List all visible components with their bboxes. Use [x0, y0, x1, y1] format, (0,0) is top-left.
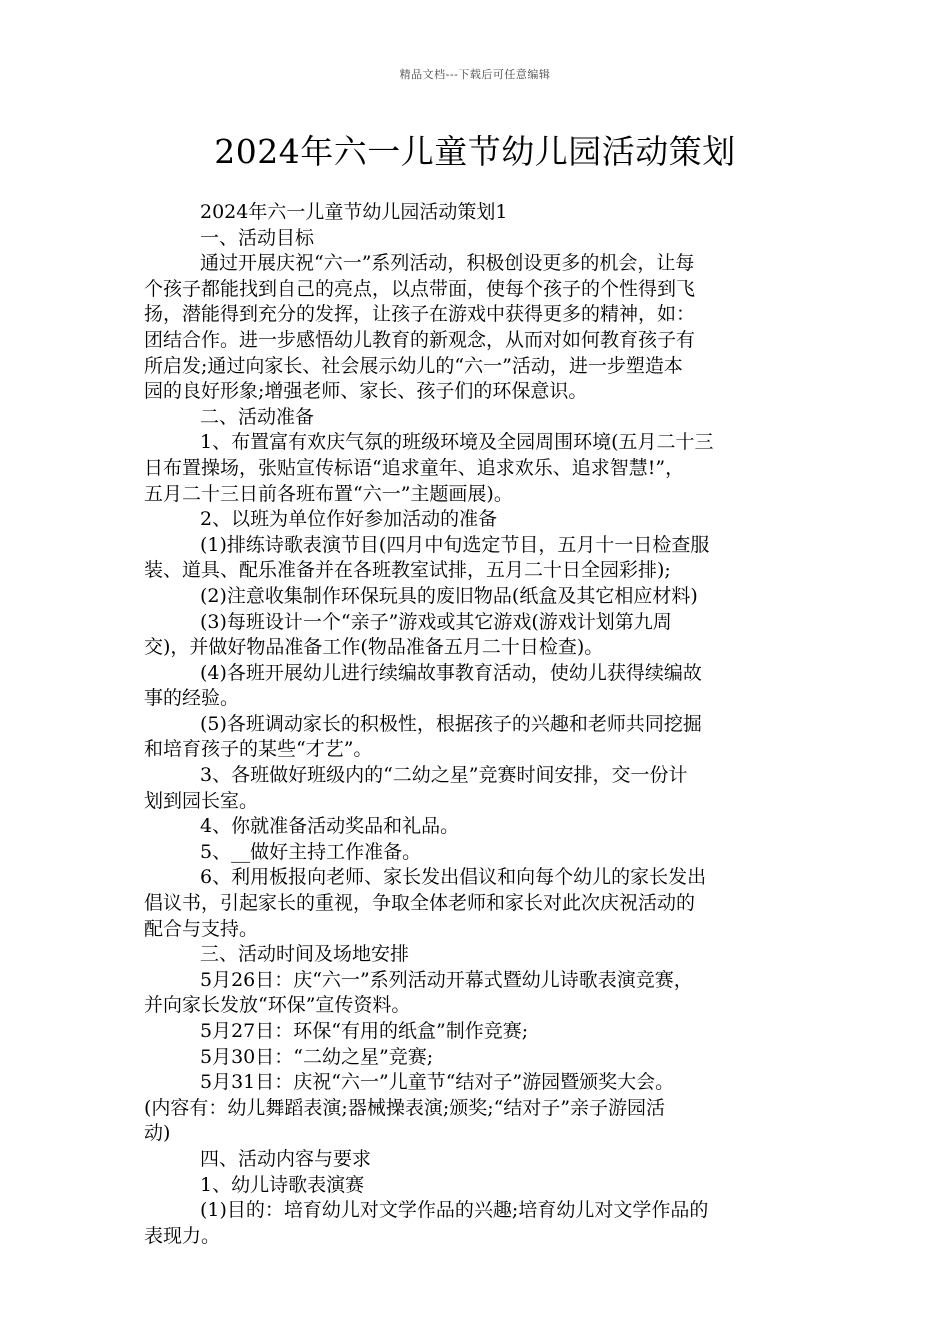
body-line: 园的良好形象;增强老师、家长、孩子们的环保意识。	[144, 380, 588, 403]
header-note: 精品文档---下载后可任意编辑	[399, 68, 551, 81]
body-line: 装、道具、配乐准备并在各班教室试排，五月二十日全园彩排);	[144, 559, 671, 582]
body-line: 5、__做好主持工作准备。	[200, 840, 422, 863]
body-line: 6、利用板报向老师、家长发出倡议和向每个幼儿的家长发出	[200, 866, 707, 889]
body-line: 2、以班为单位作好参加活动的准备	[200, 508, 498, 531]
body-line: 1、布置富有欢庆气氛的班级环境及全园周围环境(五月二十三	[200, 431, 714, 454]
body-line: 5月31日：庆祝“六一”儿童节“结对子”游园暨颁奖大会。	[200, 1071, 675, 1094]
body-line: 5月30日：“二幼之星”竞赛;	[200, 1045, 434, 1068]
body-line: 三、活动时间及场地安排	[200, 943, 410, 966]
body-line: 划到园长室。	[144, 789, 259, 812]
body-line: 配合与支持。	[144, 917, 259, 940]
body-line: 扬，潜能得到充分的发挥，让孩子在游戏中获得更多的精神，如：	[144, 303, 696, 326]
body-line: 4、你就准备活动奖品和礼品。	[200, 815, 460, 838]
body-line: 表现力。	[144, 1224, 221, 1247]
body-line: (5)各班调动家长的积极性，根据孩子的兴趣和老师共同挖掘	[200, 712, 702, 735]
body-line: 团结合作。进一步感悟幼儿教育的新观念，从而对如何教育孩子有	[144, 328, 696, 351]
body-line: 动)	[144, 1122, 171, 1145]
body-line: 和培育孩子的某些“才艺”。	[144, 738, 373, 761]
body-line: 个孩子都能找到自己的亮点，以点带面，使每个孩子的个性得到飞	[144, 277, 696, 300]
document-title: 2024年六一儿童节幼儿园活动策划	[214, 132, 736, 171]
body-line: 一、活动目标	[200, 226, 315, 249]
body-line: 通过开展庆祝“六一”系列活动，积极创设更多的机会，让每	[200, 252, 695, 275]
body-line: (3)每班设计一个“亲子”游戏或其它游戏(游戏计划第九周	[200, 610, 672, 633]
body-line: 2024年六一儿童节幼儿园活动策划1	[200, 201, 508, 223]
body-line: 并向家长发放“环保”宣传资料。	[144, 994, 411, 1017]
body-line: (1)目的：培育幼儿对文学作品的兴趣;培育幼儿对文学作品的	[200, 1199, 709, 1222]
body-line: 二、活动准备	[200, 405, 315, 428]
body-line: (2)注意收集制作环保玩具的废旧物品(纸盒及其它相应材料)	[200, 584, 698, 607]
body-line: 3、各班做好班级内的“二幼之星”竞赛时间安排，交一份计	[200, 764, 688, 787]
document-body	[144, 200, 809, 1249]
body-line: 五月二十三日前各班布置“六一”主题画展)。	[144, 482, 513, 505]
body-line: 所启发;通过向家长、社会展示幼儿的“六一”活动，进一步塑造本	[144, 354, 683, 377]
body-line: (内容有：幼儿舞蹈表演;器械操表演;颁奖;“结对子”亲子游园活	[144, 1096, 666, 1119]
body-line: 日布置操场，张贴宣传标语“追求童年、追求欢乐、追求智慧!”，	[144, 456, 685, 479]
body-line: 5月26日：庆“六一”系列活动开幕式暨幼儿诗歌表演竞赛，	[200, 968, 693, 991]
body-line: 倡议书，引起家长的重视，争取全体老师和家长对此次庆祝活动的	[144, 892, 696, 915]
body-line: 四、活动内容与要求	[200, 1147, 372, 1170]
body-line: 5月27日：环保“有用的纸盒”制作竞赛;	[200, 1020, 529, 1042]
body-line: (1)排练诗歌表演节目(四月中旬选定节目，五月十一日检查服	[200, 533, 710, 556]
body-line: 交)，并做好物品准备工作(物品准备五月二十日检查)。	[144, 636, 604, 659]
body-line: (4)各班开展幼儿进行续编故事教育活动，使幼儿获得续编故	[200, 661, 702, 684]
body-line: 1、幼儿诗歌表演赛	[200, 1173, 365, 1196]
body-line: 事的经验。	[144, 687, 240, 710]
